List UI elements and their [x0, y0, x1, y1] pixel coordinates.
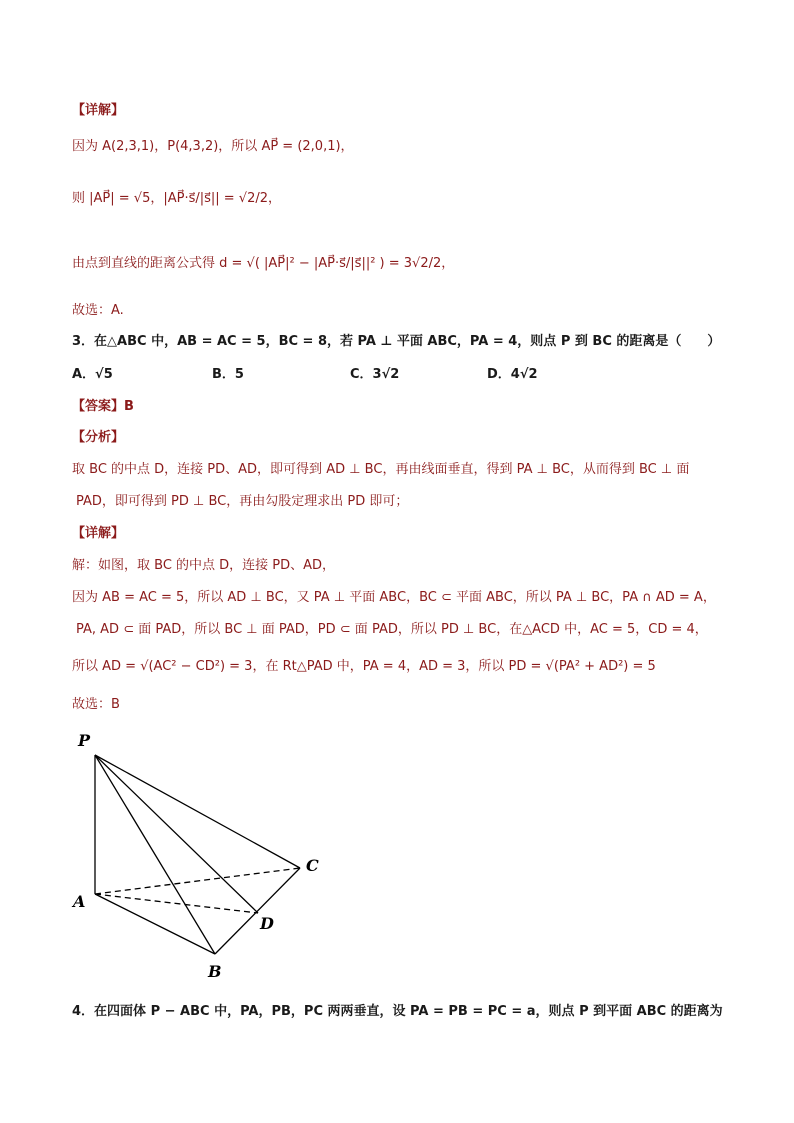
detail-heading-1: 【详解】 [72, 103, 125, 118]
choice-line-a: 故选：A. [72, 303, 124, 318]
answer-label: 【答案】B [72, 399, 134, 414]
option-c: C．3√2 [350, 367, 400, 382]
analysis-line-2: PAD，即可得到 PD ⊥ BC，再由勾股定理求出 PD 即可； [76, 494, 409, 509]
question-3: 3．在△ABC 中，AB = AC = 5，BC = 8，若 PA ⊥ 平面 ABC，PA = 4，则点 P 到 BC 的距离是（ ） [72, 334, 721, 349]
detail-line-3: PA, AD ⊂ 面 PAD，所以 BC ⊥ 面 PAD，PD ⊂ 面 PAD，所以 PD ⊥ BC，在△ACD 中，AC = 5，CD = 4， [76, 622, 708, 637]
label-b: B [208, 962, 222, 981]
option-d: D．4√2 [487, 367, 538, 382]
choice-line-b: 故选：B [72, 697, 120, 712]
solution-line-2: 则 |AP⃗| = √5，|AP⃗·s⃗/|s⃗|| = √2/2， [72, 191, 282, 206]
solution-line-3: 由点到直线的距离公式得 d = √( |AP⃗|² − |AP⃗·s⃗/|s⃗||² ) = 3√2/2， [72, 256, 455, 271]
label-d: D [260, 914, 274, 933]
detail-heading-2: 【详解】 [72, 526, 125, 541]
edge-bc [215, 868, 300, 954]
label-a: A [73, 892, 86, 911]
analysis-heading: 【分析】 [72, 430, 125, 445]
analysis-line-1: 取 BC 的中点 D，连接 PD、AD，即可得到 AD ⊥ BC，再由线面垂直，得到 PA ⊥ BC，从而得到 BC ⊥ 面 [72, 462, 690, 477]
detail-line-4: 所以 AD = √(AC² − CD²) = 3，在 Rt△PAD 中，PA = 4，AD = 3，所以 PD = √(PA² + AD²) = 5 [72, 659, 656, 674]
edge-ad-hidden [95, 894, 258, 913]
edge-pc [95, 755, 300, 868]
question-4: 4．在四面体 P − ABC 中，PA，PB，PC 两两垂直，设 PA = PB = PC = a，则点 P 到平面 ABC 的距离为 [72, 1004, 723, 1019]
option-b: B．5 [212, 367, 244, 382]
option-a: A．√5 [72, 367, 113, 382]
solution-line-1: 因为 A(2,3,1)，P(4,3,2)，所以 AP⃗ = (2,0,1)， [72, 139, 354, 154]
label-c: C [306, 856, 319, 875]
detail-line-1: 解：如图，取 BC 的中点 D，连接 PD、AD， [72, 558, 336, 573]
tetrahedron-figure [60, 726, 340, 986]
detail-line-2: 因为 AB = AC = 5，所以 AD ⊥ BC，又 PA ⊥ 平面 ABC，BC ⊂ 平面 ABC，所以 PA ⊥ BC，PA ∩ AD = A， [72, 590, 716, 605]
edge-ac-hidden [95, 868, 300, 894]
label-p: P [78, 731, 91, 750]
